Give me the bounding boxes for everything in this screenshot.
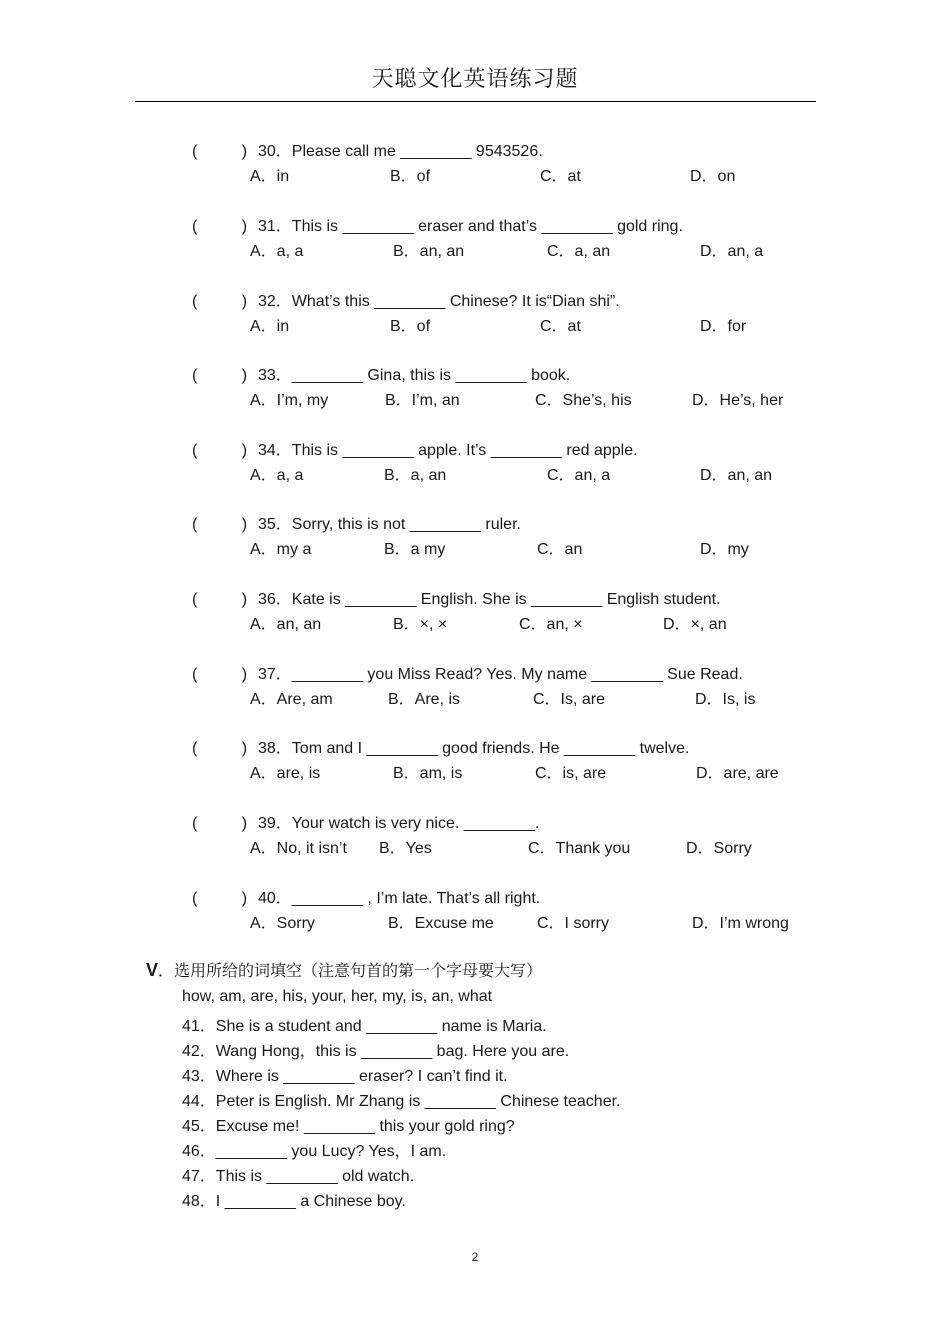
answer-option: B．of xyxy=(390,318,431,335)
answer-option: B．×, × xyxy=(393,616,448,633)
answer-option: B．I’m, an xyxy=(385,392,460,409)
answer-option: A．are, is xyxy=(250,765,321,782)
answer-option: D．I’m wrong xyxy=(692,915,789,932)
section-number: V xyxy=(146,960,159,980)
answer-option: A．a, a xyxy=(250,467,304,484)
answer-blank: ( ) xyxy=(192,143,248,160)
answer-option: D．×, an xyxy=(663,616,727,633)
answer-option: B．Are, is xyxy=(388,691,461,708)
answer-option: D．my xyxy=(700,541,749,558)
answer-option: A．No, it isn’t xyxy=(250,840,347,857)
answer-option: C．at xyxy=(540,168,581,185)
answer-blank: ( ) xyxy=(192,218,248,235)
question-stem: 36．Kate is ________ English. She is ________ English student. xyxy=(258,591,721,608)
section-instruction: 选用所给的词填空（注意句首的第一个字母要大写） xyxy=(174,961,543,980)
question-stem: 33．________ Gina, this is ________ book. xyxy=(258,367,571,384)
answer-option: A．a, a xyxy=(250,243,304,260)
answer-option: A．Sorry xyxy=(250,915,315,932)
fill-item: 45．Excuse me! ________ this your gold ring? xyxy=(182,1118,515,1135)
answer-option: A．in xyxy=(250,318,290,335)
answer-option: D．for xyxy=(700,318,747,335)
answer-option: B．am, is xyxy=(393,765,463,782)
answer-blank: ( ) xyxy=(192,293,248,310)
question-stem: 38．Tom and I ________ good friends. He ________ twelve. xyxy=(258,740,690,757)
question-stem: 39．Your watch is very nice. ________. xyxy=(258,815,540,832)
answer-option: B．Excuse me xyxy=(388,915,494,932)
answer-option: A．my a xyxy=(250,541,312,558)
answer-option: D．Is, is xyxy=(695,691,756,708)
fill-item: 46．________ you Lucy? Yes，I am. xyxy=(182,1143,447,1160)
question-stem: 31．This is ________ eraser and that’s ________ gold ring. xyxy=(258,218,683,235)
answer-option: B．a my xyxy=(384,541,446,558)
answer-option: C．an xyxy=(537,541,583,558)
answer-option: A．in xyxy=(250,168,290,185)
answer-option: D．Sorry xyxy=(686,840,752,857)
answer-blank: ( ) xyxy=(192,740,248,757)
answer-blank: ( ) xyxy=(192,815,248,832)
question-stem: 32．What’s this ________ Chinese? It is“Dian shi”. xyxy=(258,293,620,310)
fill-item: 44．Peter is English. Mr Zhang is ________ Chinese teacher. xyxy=(182,1093,621,1110)
question-stem: 37．________ you Miss Read? Yes. My name ________ Sue Read. xyxy=(258,666,743,683)
header-divider xyxy=(135,101,816,102)
question-stem: 40．________ , I’m late. That’s all right. xyxy=(258,890,541,907)
question-stem: 34．This is ________ apple. It’s ________ red apple. xyxy=(258,442,638,459)
answer-option: D．an, an xyxy=(700,467,773,484)
answer-option: C．an, a xyxy=(547,467,611,484)
answer-blank: ( ) xyxy=(192,666,248,683)
answer-option: C．a, an xyxy=(547,243,611,260)
answer-option: B．of xyxy=(390,168,431,185)
fill-item: 41．She is a student and ________ name is Maria. xyxy=(182,1018,547,1035)
page-number: 2 xyxy=(471,1250,479,1264)
answer-option: C．an, × xyxy=(519,616,583,633)
answer-option: D．are, are xyxy=(696,765,779,782)
answer-option: C．I sorry xyxy=(537,915,610,932)
answer-option: B．Yes xyxy=(379,840,432,857)
answer-option: D．on xyxy=(690,168,736,185)
answer-blank: ( ) xyxy=(192,367,248,384)
answer-option: A．an, an xyxy=(250,616,322,633)
section-heading xyxy=(146,958,542,981)
page-header-title: 天聪文化英语练习题 xyxy=(371,67,579,92)
section-dot: ． xyxy=(158,963,175,980)
answer-option: B．a, an xyxy=(384,467,447,484)
answer-blank: ( ) xyxy=(192,516,248,533)
answer-blank: ( ) xyxy=(192,591,248,608)
answer-option: C．at xyxy=(540,318,581,335)
answer-option: C．She’s, his xyxy=(535,392,632,409)
answer-blank: ( ) xyxy=(192,442,248,459)
fill-item: 42．Wang Hong，this is ________ bag. Here you are. xyxy=(182,1043,570,1060)
fill-item: 48．I ________ a Chinese boy. xyxy=(182,1193,406,1210)
answer-option: A．I’m, my xyxy=(250,392,329,409)
question-stem: 35．Sorry, this is not ________ ruler. xyxy=(258,516,521,533)
answer-option: D．an, a xyxy=(700,243,764,260)
answer-option: C．is, are xyxy=(535,765,607,782)
fill-item: 43．Where is ________ eraser? I can’t find it. xyxy=(182,1068,508,1085)
answer-option: C．Thank you xyxy=(528,840,631,857)
answer-blank: ( ) xyxy=(192,890,248,907)
fill-item: 47．This is ________ old watch. xyxy=(182,1168,415,1185)
answer-option: D．He’s, her xyxy=(692,392,784,409)
word-bank: how, am, are, his, your, her, my, is, an, what xyxy=(182,988,493,1005)
question-stem: 30．Please call me ________ 9543526. xyxy=(258,143,543,160)
answer-option: A．Are, am xyxy=(250,691,333,708)
answer-option: B．an, an xyxy=(393,243,465,260)
answer-option: C．Is, are xyxy=(533,691,606,708)
